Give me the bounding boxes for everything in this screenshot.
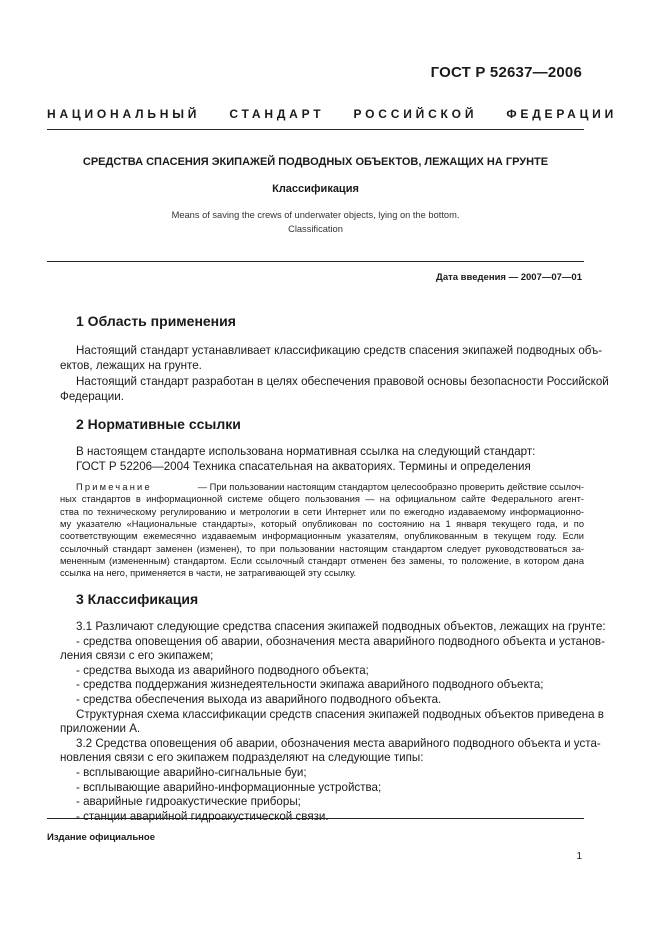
title-divider	[47, 261, 584, 262]
document-title: СРЕДСТВА СПАСЕНИЯ ЭКИПАЖЕЙ ПОДВОДНЫХ ОБЪЕКТОВ, ЛЕЖАЩИХ НА ГРУНТЕ	[82, 156, 549, 168]
official-edition-label: Издание официальное	[47, 832, 155, 843]
introduction-date: Дата введения — 2007—07—01	[436, 272, 582, 283]
list-item: - аварийные гидроакустические приборы;	[76, 795, 301, 809]
paragraph-line: новления связи с его экипажем подразделяют на следующие типы:	[60, 751, 424, 765]
national-standard-header	[47, 107, 617, 121]
english-title: Means of saving the crews of underwater objects, lying on the bottom.	[171, 210, 460, 220]
reference-entry: ГОСТ Р 52206—2004 Техника спасательная на акваториях. Термины и определения	[76, 460, 531, 473]
section-2-body	[60, 445, 584, 477]
section-1-heading: 1 Область применения	[76, 313, 236, 329]
section-3-heading: 3 Классификация	[76, 591, 199, 607]
header-word: СТАНДАРТ	[229, 107, 325, 121]
header-word: ФЕДЕРАЦИИ	[506, 107, 617, 121]
footer-divider	[47, 818, 584, 819]
list-item-continuation: ления связи с его экипажем;	[60, 649, 214, 663]
note-line: ства по техническому регулированию и метрологии в сети Интернет или по ежегодно издаваемому информационно-	[60, 506, 584, 517]
list-item: - средства обеспечения выхода из аварийного подводного объекта.	[76, 693, 442, 706]
top-divider	[47, 129, 584, 130]
list-item: - средства оповещения об аварии, обозначения места аварийного подводного объекта и установ-	[76, 634, 605, 648]
header-word: НАЦИОНАЛЬНЫЙ	[47, 107, 201, 121]
english-subtitle: Classification	[288, 224, 343, 234]
list-item: - средства поддержания жизнедеятельности экипажа аварийного подводного объекта;	[76, 678, 544, 692]
note-block	[60, 481, 584, 581]
document-subtitle: Классификация	[272, 183, 359, 195]
header-word: РОССИЙСКОЙ	[353, 107, 478, 121]
section-1-body	[60, 344, 609, 404]
list-item: - станции аварийной гидроакустической связи.	[76, 809, 329, 823]
note-line: мененным (измененным) стандартом. Если ссылочный стандарт отменен без замены, то положение, в котором дана	[60, 555, 584, 566]
clause-3-1: 3.1 Различают следующие средства спасения экипажей подводных объектов, лежащих на грунте:	[76, 620, 606, 633]
document-number: ГОСТ Р 52637—2006	[430, 64, 582, 81]
note-line: ных стандартов в информационной системе общего пользования — на официальном сайте Федерального агент-	[60, 494, 584, 505]
list-item: - всплывающие аварийно-информационные устройства;	[76, 780, 382, 794]
paragraph-line: ектов, лежащих на грунте.	[60, 359, 202, 372]
note-line: му указателю «Национальные стандарты», который опубликован по состоянию на 1 января текущего года, и по	[60, 518, 584, 529]
list-item: - средства выхода из аварийного подводного объекта;	[76, 663, 369, 677]
paragraph-line: Настоящий стандарт разработан в целях обеспечения правовой основы безопасности Российской	[76, 375, 609, 388]
section-3-body	[60, 620, 606, 825]
paragraph-line: Настоящий стандарт устанавливает классификацию средств спасения экипажей подводных объ-	[76, 344, 603, 357]
clause-3-2: 3.2 Средства оповещения об аварии, обозначения места аварийного подводного объекта и уста-	[76, 736, 601, 750]
list-item: - всплывающие аварийно-сигнальные буи;	[76, 766, 307, 779]
section-2-heading: 2 Нормативные ссылки	[76, 416, 241, 432]
page-number: 1	[576, 851, 582, 862]
paragraph-line: Федерации.	[60, 390, 124, 403]
paragraph-line: приложении А.	[60, 722, 141, 736]
note-line: соответствующим ежемесячно издаваемым информационным указателям, опубликованным в текущем году. Если	[60, 531, 584, 542]
paragraph-line: В настоящем стандарте использована нормативная ссылка на следующий стандарт:	[76, 445, 536, 458]
note-caption: Примечание	[76, 482, 152, 492]
note-text: — При пользовании настоящим стандартом целесообразно проверить действие ссылоч-	[197, 482, 584, 492]
note-line: ссылочный стандарт заменен (изменен), то при пользовании настоящим стандартом следует руководствоваться за-	[60, 543, 584, 554]
paragraph-line: Структурная схема классификации средств спасения экипажей подводных объектов приведена в	[76, 707, 604, 721]
note-line: ссылка на него, применяется в части, не затрагивающей эту ссылку.	[60, 568, 357, 579]
note-first-line	[76, 481, 584, 493]
